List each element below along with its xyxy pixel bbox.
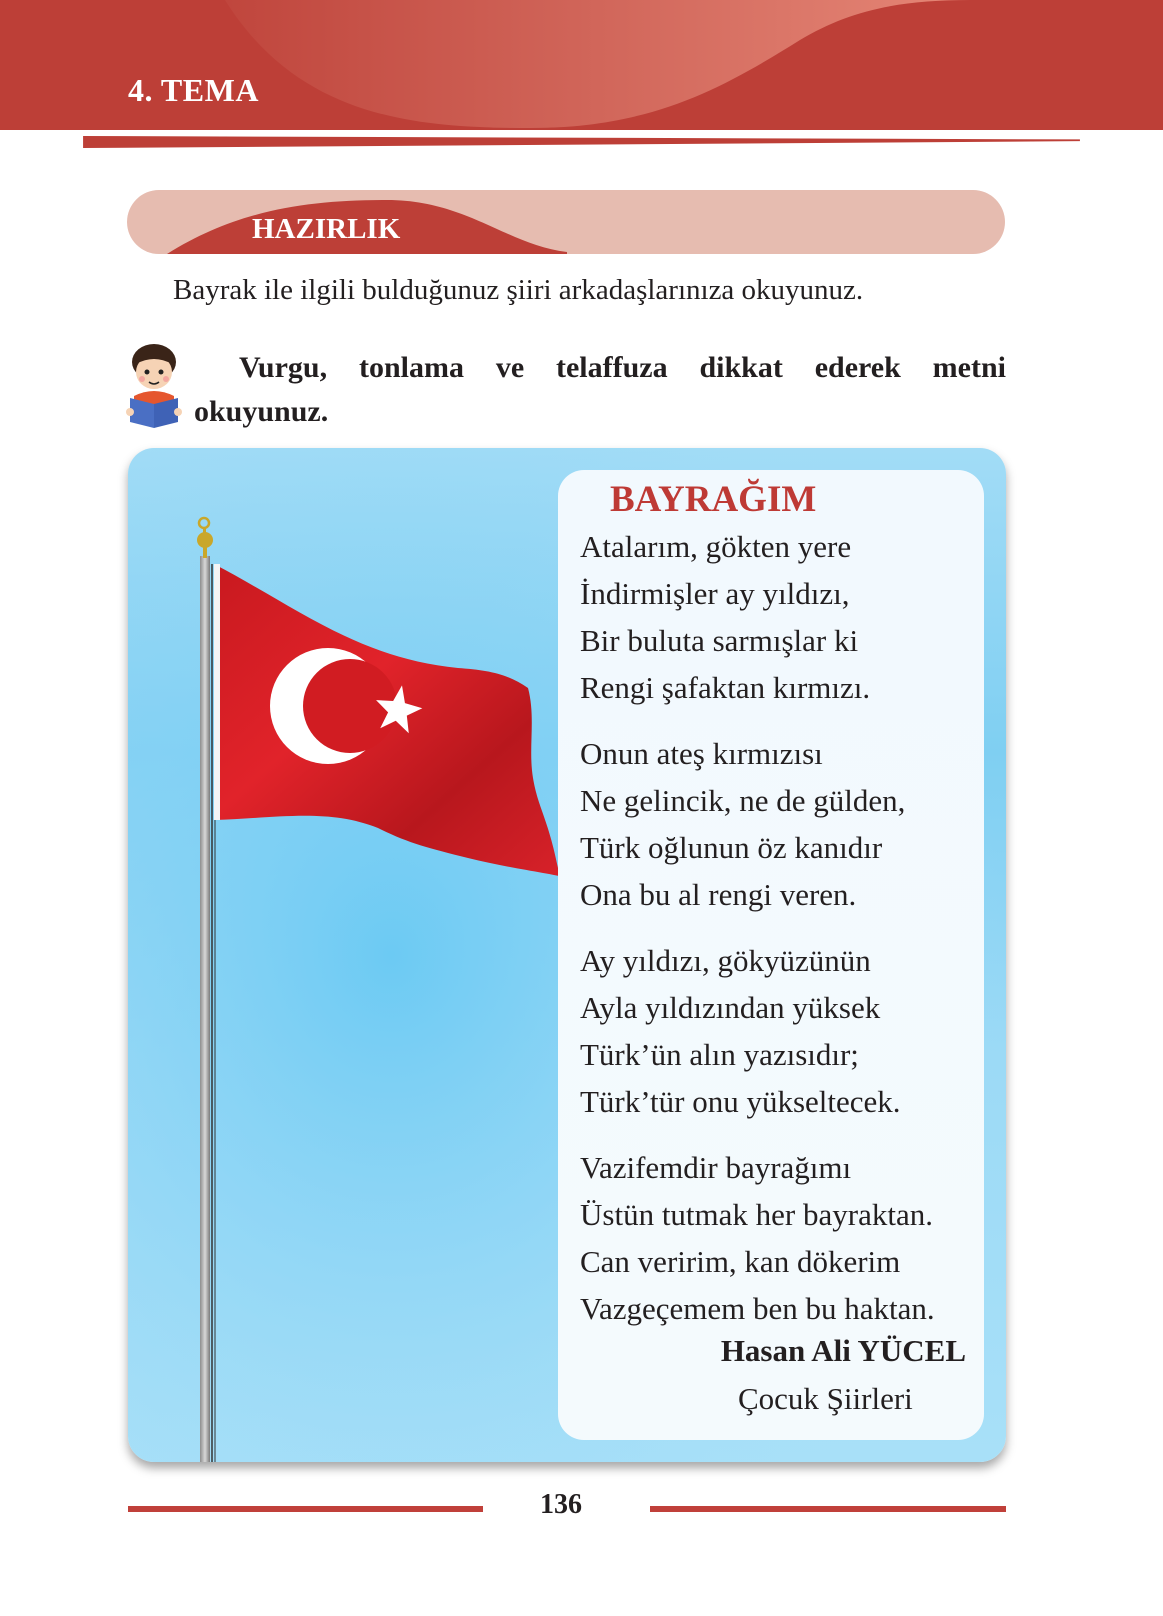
header-wave-decoration [0, 0, 1163, 130]
poem-line: İndirmişler ay yıldızı, [580, 576, 850, 611]
poem-line: Ne gelincik, ne de gülden, [580, 783, 906, 818]
poem-line: Vazgeçemem ben bu haktan. [580, 1291, 935, 1326]
poem-line: Vazifemdir bayrağımı [580, 1150, 852, 1185]
poem-line: Türk’tür onu yükseltecek. [580, 1084, 901, 1119]
preparation-text: Bayrak ile ilgili bulduğunuz şiiri arkadaşlarınıza okuyunuz. [173, 274, 864, 306]
poem-author: Hasan Ali YÜCEL [720, 1333, 966, 1368]
footer-rule-left [128, 1506, 483, 1512]
poem-line: Ayla yıldızından yüksek [580, 990, 881, 1025]
poem-line: Atalarım, gökten yere [580, 529, 852, 564]
poem-line: Rengi şafaktan kırmızı. [580, 670, 871, 705]
footer-rule-right [650, 1506, 1006, 1512]
poem-line: Türk’ün alın yazısıdır; [580, 1037, 859, 1072]
page-number: 136 [540, 1489, 582, 1520]
preparation-label: HAZIRLIK [252, 213, 401, 245]
poem-line: Üstün tutmak her bayraktan. [580, 1197, 933, 1232]
instruction-line-1: Vurgu, tonlama ve telaffuza dikkat ederek metni [239, 351, 1006, 384]
poem-title: BAYRAĞIM [610, 479, 817, 520]
poem-line: Bir buluta sarmışlar ki [580, 623, 859, 658]
theme-title: 4. TEMA [128, 72, 259, 108]
instruction-line-2: okuyunuz. [194, 395, 329, 428]
poem-line: Can veririm, kan dökerim [580, 1244, 901, 1279]
poem-line: Ona bu al rengi veren. [580, 877, 857, 912]
poem-line: Ay yıldızı, gökyüzünün [580, 943, 871, 978]
theme-header-band [0, 0, 1163, 130]
reading-instruction [194, 346, 1006, 434]
poem-source: Çocuk Şiirleri [738, 1381, 913, 1416]
poem-line: Onun ateş kırmızısı [580, 736, 823, 771]
reading-boy-icon [124, 340, 184, 430]
header-stripe [0, 136, 1163, 148]
poem-line: Türk oğlunun öz kanıdır [580, 830, 883, 865]
